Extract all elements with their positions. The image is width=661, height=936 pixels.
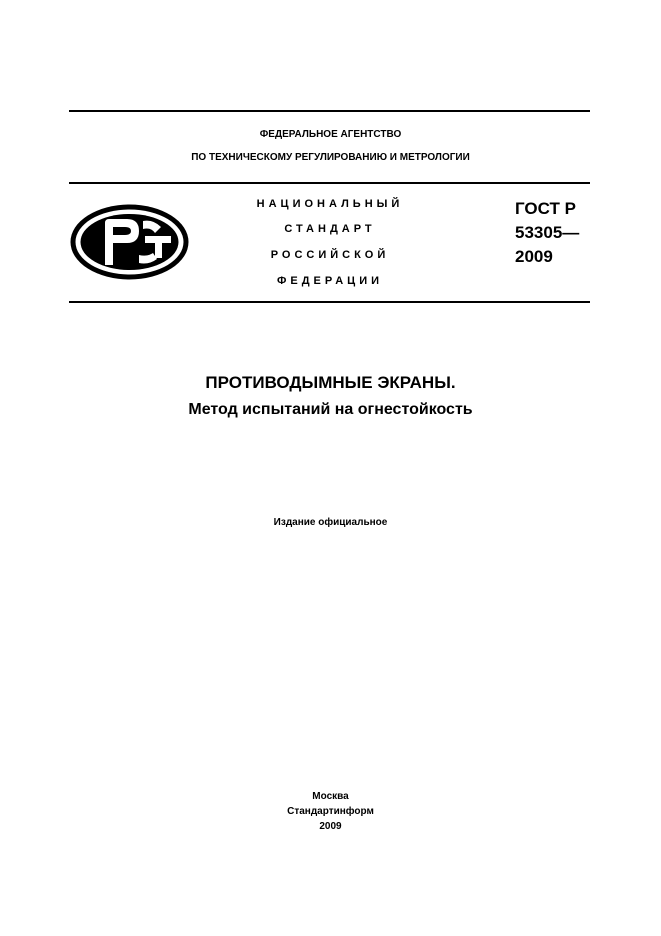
gost-number-line2: 53305—: [515, 223, 580, 242]
national-standard-line4: ФЕДЕРАЦИИ: [276, 275, 384, 287]
imprint-city: Москва: [312, 791, 349, 802]
rst-logo-icon: [69, 203, 190, 281]
standard-block-rule: [69, 301, 590, 303]
national-standard-line2: СТАНДАРТ: [284, 223, 376, 235]
top-rule: [69, 110, 590, 112]
agency-name-line1: ФЕДЕРАЛЬНОЕ АГЕНТСТВО: [259, 129, 402, 140]
gost-number-line1: ГОСТ Р: [515, 199, 576, 218]
document-subtitle: Метод испытаний на огнестойкость: [188, 401, 473, 418]
document-title: ПРОТИВОДЫМНЫЕ ЭКРАНЫ.: [205, 373, 456, 392]
imprint-year: 2009: [319, 821, 342, 832]
gost-number-line3: 2009: [515, 247, 553, 266]
imprint-publisher: Стандартинформ: [287, 806, 374, 817]
edition-label: Издание официальное: [273, 517, 388, 528]
header-rule: [69, 182, 590, 184]
national-standard-line1: НАЦИОНАЛЬНЫЙ: [256, 198, 404, 210]
agency-name-line2: ПО ТЕХНИЧЕСКОМУ РЕГУЛИРОВАНИЮ И МЕТРОЛОГИИ: [191, 152, 470, 163]
national-standard-line3: РОССИЙСКОЙ: [270, 249, 390, 261]
